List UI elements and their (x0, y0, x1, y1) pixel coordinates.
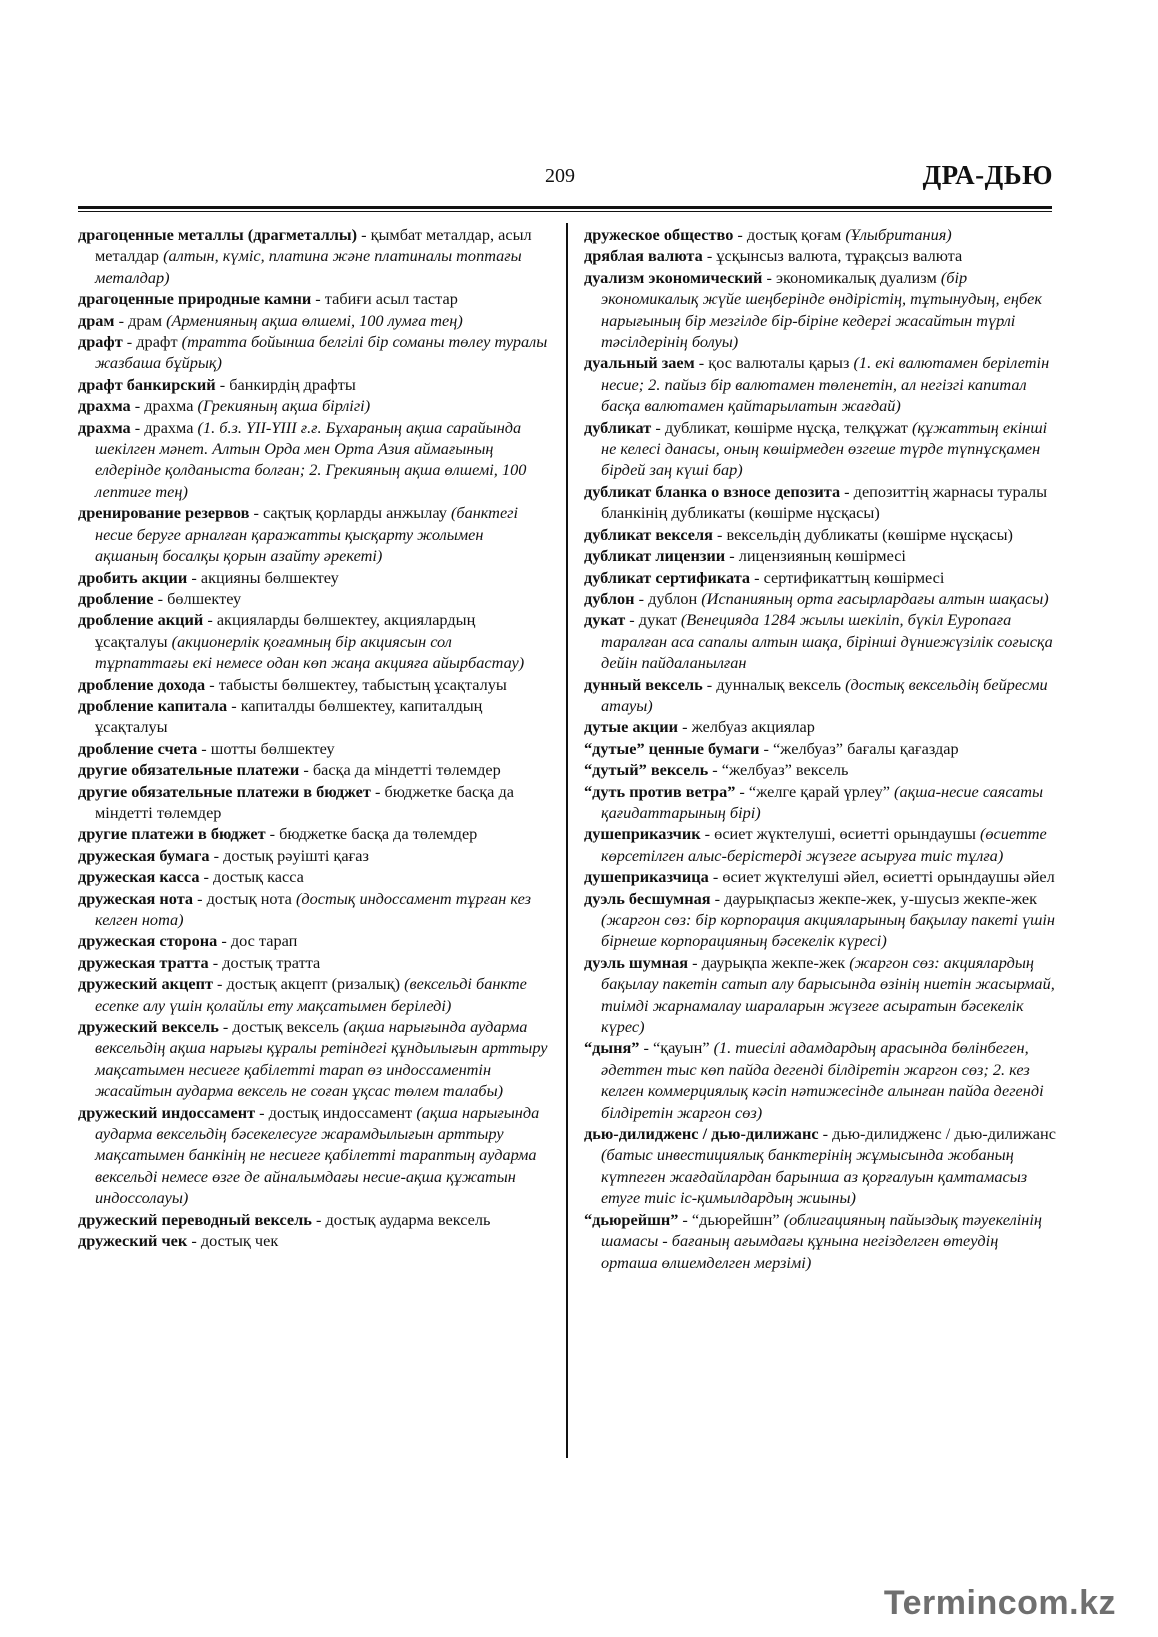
entry-separator: - (197, 738, 211, 758)
entry-term: “дутый” вексель (584, 760, 709, 780)
entry-note: (банктегі несие беруге арналған қаражатты қысқарту жолымен ақшаның босалқы қорын азайту әрекеті) (95, 503, 519, 566)
entry-separator: - (762, 267, 776, 287)
entry-note: (ақша нарығында аударма вексельдің ақша нарығы құралы ретіндегі құндылығын арттыру мақсатымен несиеге қабілетті тарап өз индоссаментін жасайтын аударма вексель не соған ұқсас төлем талабы) (95, 1017, 548, 1101)
entry-note: (Испанияның орта ғасырлардағы алтын шақасы) (701, 588, 1049, 608)
entry-note: (ақша-несие саясаты қағидаттарының бірі) (601, 781, 1044, 822)
dictionary-entry (78, 930, 548, 951)
entry-term: “дыня” (584, 1038, 640, 1058)
entry-term: “дьюрейшн” (584, 1209, 679, 1229)
entry-definition: “дьюрейшн” (691, 1209, 784, 1229)
entry-separator: - (818, 1124, 833, 1144)
entry-definition: достық тратта (222, 952, 321, 972)
entry-note: (бір экономикалық жүйе шеңберінде өндірістің, тұтынудың, еңбек нарығының бір мезгілде бір-біріне кедергі жасайтын түрлі тәсілдерінің болуы) (601, 267, 1042, 352)
entry-definition: достық индоссамент (268, 1102, 417, 1122)
entry-definition: достық аударма вексель (325, 1209, 491, 1229)
entry-term: дутые акции (584, 717, 679, 737)
entry-separator: - (710, 888, 725, 908)
dictionary-entry (78, 417, 548, 503)
dictionary-entry (78, 973, 548, 1016)
entry-separator: - (688, 952, 702, 972)
entry-separator: - (130, 396, 145, 416)
entry-term: драфт банкирский (78, 374, 216, 394)
entry-term: дружеское общество (584, 225, 734, 244)
dictionary-entry (584, 781, 1056, 824)
entry-definition: драфт (136, 332, 182, 352)
entry-term: дубликат сертификата (584, 567, 751, 587)
entry-separator: - (218, 1017, 233, 1037)
dictionary-entry (584, 1123, 1056, 1209)
entry-definition: достық рәуішті қағаз (223, 845, 369, 865)
entry-separator: - (702, 246, 717, 266)
entry-separator: - (255, 1102, 269, 1122)
entry-definition: драхма (144, 396, 198, 416)
entry-separator: - (735, 781, 749, 801)
entry-definition: драм (128, 310, 167, 330)
entry-term: дробление счета (78, 738, 198, 758)
entry-definition: дью-дилидженс / дью-дилижанс (832, 1124, 1056, 1144)
entry-definition: “желбуаз” бағалы қағаздар (772, 738, 959, 758)
entry-separator: - (299, 760, 313, 780)
entry-definition: акцияларды бөлшектеу, акциялардың ұсақталуы (95, 610, 476, 651)
dictionary-entry (78, 288, 548, 309)
entry-definition: сақтық қорларды анжылау (262, 503, 451, 523)
dictionary-entry (584, 245, 1056, 266)
entry-separator: - (199, 867, 214, 887)
dictionary-entry (584, 352, 1056, 416)
header-rule-thin (78, 211, 1052, 212)
entry-term: дружеская касса (78, 867, 200, 887)
entry-definition: желбуаз акциялар (691, 717, 815, 737)
entry-definition: дос тарап (230, 931, 298, 951)
entry-note: (1. тиесілі адамдардың арасында бөлінбеген, әдеттен тыс көп пайда дегенді білдіретін жаргон сөз; 2. кез келген коммерциялық кәсіп нәтижесінде алынған пайда дегенді білдіретін жаргон сөз) (601, 1038, 1044, 1122)
entry-definition: қымбат металдар, асыл металдар (95, 225, 532, 266)
dictionary-entry (78, 1102, 548, 1209)
entry-term: драгоценные металлы (драгметаллы) (78, 225, 358, 244)
entry-separator: - (217, 931, 231, 951)
entry-definition: экономикалық дуализм (776, 267, 941, 287)
entry-note: (акционерлік қоғамның бір акциясын сол тұрпаттағы екі немесе одан көп жаңа акцияға айырбастау) (95, 631, 525, 673)
entry-definition: табысты бөлшектеу, табыстың ұсақталуы (218, 674, 507, 694)
entry-definition: дукат (638, 610, 681, 630)
dictionary-entry (584, 866, 1056, 887)
entry-definition: акцияны бөлшектеу (200, 567, 339, 587)
entry-term: дренирование резервов (78, 503, 250, 523)
entry-term: дубликат бланка о взносе депозита (584, 481, 841, 501)
watermark-logo: Termincom.kz (883, 1584, 1116, 1622)
dictionary-entry (584, 567, 1056, 588)
dictionary-entry (78, 395, 548, 416)
entry-term: дуэль шумная (584, 952, 689, 972)
dictionary-entry (584, 952, 1056, 1038)
entry-separator: - (130, 417, 145, 437)
entry-definition: достық нота (206, 888, 296, 908)
entry-separator: - (702, 674, 717, 694)
entry-definition: табиғи асыл тастар (324, 289, 458, 309)
entry-separator: - (694, 353, 709, 373)
entry-separator: - (187, 1231, 201, 1251)
dictionary-entry (78, 331, 548, 374)
entry-term: дробление (78, 588, 154, 608)
entry-note: (тратта бойынша белгілі бір соманы төлеу туралы жазбаша бұйрық) (95, 332, 548, 373)
dictionary-entry (78, 759, 548, 780)
entry-term: драхма (78, 417, 131, 437)
entry-definition: достық қоғам (746, 225, 846, 244)
entry-term: драгоценные природные камни (78, 289, 312, 309)
entry-note: (достық вексельдің бейресми атауы) (601, 674, 1048, 715)
dictionary-entry (78, 224, 548, 288)
entry-separator: - (708, 760, 722, 780)
dictionary-entry (78, 695, 548, 738)
dictionary-entry (584, 888, 1056, 952)
entry-definition: депозиттің жарнасы туралы бланкінің дубликаты (көшірме нұсқасы) (601, 481, 1048, 523)
entry-definition: достық чек (200, 1231, 279, 1251)
entry-term: другие обязательные платежи (78, 760, 300, 780)
entry-note: (Ұлыбритания) (845, 225, 952, 244)
entry-separator: - (153, 588, 168, 608)
entry-term: другие платежи в бюджет (78, 824, 266, 844)
entry-note: (алтын, күміс, платина және платиналы топтағы металдар) (95, 246, 522, 287)
entry-note: (Арменияның ақша өлшемі, 100 лумға тең) (166, 310, 463, 330)
right-column (584, 224, 1056, 1273)
entry-note: (батыс инвестициялық банктерінің жұмысында жобаның күтпеген жағдайлардан барынша аз қорғалуын қамтамасыз етуге тиіс іс-қимылдардың жиыны) (601, 1145, 1028, 1208)
entry-note: (вексельді банкте есепке алу үшін қолайлы ету мақсатымен беріледі) (95, 974, 527, 1015)
entry-separator: - (678, 717, 692, 737)
entry-term: дубликат векселя (584, 524, 713, 544)
dictionary-entry (78, 674, 548, 695)
entry-term: дробить акции (78, 567, 188, 587)
entry-definition: даурықпа жекпе-жек (701, 952, 850, 972)
entry-definition: басқа да міндетті төлемдер (312, 760, 501, 780)
entry-definition: достық вексель (232, 1017, 344, 1037)
entry-term: драхма (78, 396, 131, 416)
entry-term: дружеская нота (78, 888, 194, 908)
entry-note: (өсиетте көрсетілген алыс-берістерді жүзеге асыруға тиіс тұлға) (601, 824, 1047, 865)
entry-definition: сертификаттың көшірмесі (763, 567, 945, 587)
entry-term: дробление акций (78, 610, 204, 630)
entry-term: дружеская бумага (78, 845, 210, 865)
entry-definition: бөлшектеу (167, 588, 242, 608)
dictionary-entry (78, 781, 548, 824)
entry-definition: дунналық вексель (716, 674, 846, 694)
entry-separator: - (249, 503, 263, 523)
entry-definition: достық касса (213, 867, 304, 887)
entry-term: душеприказчица (584, 867, 709, 887)
entry-separator: - (215, 374, 230, 394)
entry-term: драфт (78, 332, 123, 352)
entry-definition: лицензияның көшірмесі (738, 546, 906, 566)
header-rule-thick (78, 206, 1052, 209)
entry-separator: - (634, 588, 649, 608)
dictionary-entry (584, 1209, 1056, 1273)
header-range: ДРА-ДЬЮ (922, 160, 1053, 190)
dictionary-entry (78, 1230, 548, 1251)
dictionary-entry (584, 481, 1056, 524)
column-divider (566, 223, 568, 1458)
entry-note: (жаргон сөз: бір корпорация акцияларының бақылау пакеті үшін бірнеше корпорацияның бәсекелік күресі) (601, 910, 1056, 951)
entry-note: (Венецияда 1284 жылы шекіліп, бүкіл Еуропаға таралған аса сапалы алтын шақа, бірінші дүниежүзілік соғысқа дейін пайдаланылған (601, 610, 1053, 673)
dictionary-entry (78, 823, 548, 844)
dictionary-entry (78, 374, 548, 395)
entry-term: дунный вексель (584, 674, 703, 694)
dictionary-entry (584, 823, 1056, 866)
entry-definition: дублон (648, 588, 702, 608)
entry-separator: - (122, 332, 137, 352)
entry-term: “дуть против ветра” (584, 781, 736, 801)
entry-note: (облигацияның пайыздық тәуекелінің шамасы - бағаның ағымдағы құнына негізделген өтеудің орташа өлшемделген мерзімі) (601, 1209, 1042, 1272)
entry-separator: - (208, 952, 223, 972)
entry-separator: - (750, 567, 764, 587)
dictionary-entry (78, 888, 548, 931)
dictionary-entry (584, 267, 1056, 353)
dictionary-entry (78, 738, 548, 759)
entry-separator: - (651, 417, 665, 437)
entry-note: (құжаттың екінші не келесі данасы, оның көшірмеден өзгеше түрде түпнұсқамен бірдей заң күші бар) (601, 417, 1048, 480)
entry-separator: - (712, 524, 727, 544)
dictionary-entry (78, 588, 548, 609)
dictionary-entry (78, 952, 548, 973)
dictionary-entry (78, 567, 548, 588)
entry-term: дружеская сторона (78, 931, 218, 951)
entry-definition: өсиет жүктелуші әйел, өсиетті орындаушы әйел (722, 867, 1055, 887)
entry-note: (1. екі валютамен берілетін несие; 2. пайыз бір валютамен төленетін, ал негізгі капитал басқа валютамен қайтарылатын жағдай) (601, 353, 1050, 416)
entry-definition: шотты бөлшектеу (210, 738, 335, 758)
entry-term: дружеский акцепт (78, 974, 213, 994)
entry-separator: - (625, 610, 639, 630)
entry-separator: - (311, 1209, 326, 1229)
entry-note: (1. б.з. YII-YIII ғ.ғ. Бұхараның ақша сарайында шекілген мәнет. Алтын Орда мен Орта Азия аймағының елдерінде қолданыста болған; 2. Грекияның ақша өлшемі, 100 лептиге тең) (95, 417, 527, 501)
entry-definition: капиталды бөлшектеу, капиталдың ұсақталуы (95, 695, 483, 737)
dictionary-entry (584, 588, 1056, 609)
entry-term: дряблая валюта (584, 246, 703, 266)
entry-term: дубликат лицензии (584, 546, 726, 566)
entry-term: дуальный заем (584, 353, 695, 373)
entry-separator: - (209, 845, 224, 865)
entry-separator: - (370, 781, 385, 801)
entry-definition: “желбуаз” вексель (721, 760, 849, 780)
dictionary-entry (584, 759, 1056, 780)
dictionary-entry (78, 866, 548, 887)
entry-definition: вексельдің дубликаты (көшірме нұсқасы) (726, 524, 1013, 544)
entry-term: “дутые” ценные бумаги (584, 738, 760, 758)
dictionary-entry (584, 716, 1056, 737)
entry-separator: - (205, 674, 219, 694)
entry-separator: - (193, 888, 207, 908)
dictionary-entry (78, 1016, 548, 1102)
entry-term: дробление капитала (78, 695, 228, 715)
entry-separator: - (114, 310, 129, 330)
entry-term: другие обязательные платежи в бюджет (78, 781, 371, 801)
entry-separator: - (708, 867, 723, 887)
entry-separator: - (311, 289, 325, 309)
entry-separator: - (212, 974, 227, 994)
entry-term: дружеская тратта (78, 952, 209, 972)
dictionary-entry (78, 1209, 548, 1230)
entry-definition: “қауын” (652, 1038, 714, 1058)
entry-note: (достық индоссамент тұрған кез келген нота) (95, 888, 531, 929)
entry-definition: банкирдің драфты (229, 374, 356, 394)
entry-separator: - (725, 546, 739, 566)
entry-separator: - (357, 225, 371, 244)
entry-separator: - (265, 824, 280, 844)
entry-term: дружеский переводный вексель (78, 1209, 312, 1229)
entry-term: драм (78, 310, 115, 330)
entry-separator: - (203, 610, 217, 630)
page-number: 209 (545, 165, 575, 187)
entry-term: душеприказчик (584, 824, 701, 844)
entry-definition: достық акцепт (ризалық) (226, 974, 405, 994)
entry-note: (ақша нарығында аударма вексельдің бәсекелесуге жарамдылығын арттыру мақсатымен банкінің не несиеге қабілетті тараптың аударма вексельді немесе өзге де айналымдағы несие-ақша құжатын индоссолауы) (95, 1102, 540, 1208)
dictionary-entry (584, 417, 1056, 481)
entry-definition: дубликат, көшірме нұсқа, телқұжат (664, 417, 912, 437)
dictionary-entry (584, 674, 1056, 717)
entry-term: дью-дилидженс / дью-дилижанс (584, 1124, 819, 1144)
dictionary-entry (584, 609, 1056, 673)
entry-term: дукат (584, 610, 626, 630)
entry-term: дуэль бесшумная (584, 888, 711, 908)
entry-term: дуализм экономический (584, 267, 763, 287)
entry-term: дубликат (584, 417, 652, 437)
entry-definition: қос валюталы қарыз (708, 353, 854, 373)
entry-definition: драхма (144, 417, 198, 437)
dictionary-entry (78, 502, 548, 566)
entry-term: дружеский вексель (78, 1017, 219, 1037)
entry-note: (жаргон сөз: акциялардың бақылау пакетін сатып алу барысында өзінің ниетін жасырмай, тиімді жарнамалау шараларын жүзеге асыратын бәсекелік күрес) (601, 952, 1055, 1037)
entry-separator: - (733, 225, 747, 244)
entry-separator: - (700, 824, 715, 844)
left-column (78, 224, 548, 1252)
dictionary-entry (584, 738, 1056, 759)
entry-definition: өсиет жүктелуші, өсиетті орындаушы (714, 824, 980, 844)
dictionary-entry (584, 524, 1056, 545)
dictionary-entry (584, 1037, 1056, 1123)
entry-separator: - (639, 1038, 653, 1058)
entry-separator: - (759, 738, 773, 758)
dictionary-entry (78, 845, 548, 866)
entry-note: (Грекияның ақша бірлігі) (197, 396, 371, 416)
entry-separator: - (840, 481, 854, 501)
entry-definition: “желге қарай үрлеу” (748, 781, 895, 801)
entry-term: дружеский индоссамент (78, 1102, 256, 1122)
entry-term: дружеский чек (78, 1231, 188, 1251)
entry-definition: бюджетке басқа да төлемдер (279, 824, 478, 844)
entry-definition: ұсқынсыз валюта, тұрақсыз валюта (716, 246, 963, 266)
dictionary-entry (584, 224, 1056, 245)
dictionary-entry (78, 310, 548, 331)
entry-term: дробление дохода (78, 674, 206, 694)
entry-definition: бюджетке басқа да міндетті төлемдер (95, 781, 514, 822)
dictionary-entry (584, 545, 1056, 566)
entry-term: дублон (584, 588, 635, 608)
entry-separator: - (678, 1209, 692, 1229)
entry-definition: даурықпасыз жекпе-жек, у-шусыз жекпе-жек (724, 888, 1038, 908)
dictionary-entry (78, 609, 548, 673)
entry-separator: - (227, 695, 241, 715)
entry-separator: - (187, 567, 201, 587)
